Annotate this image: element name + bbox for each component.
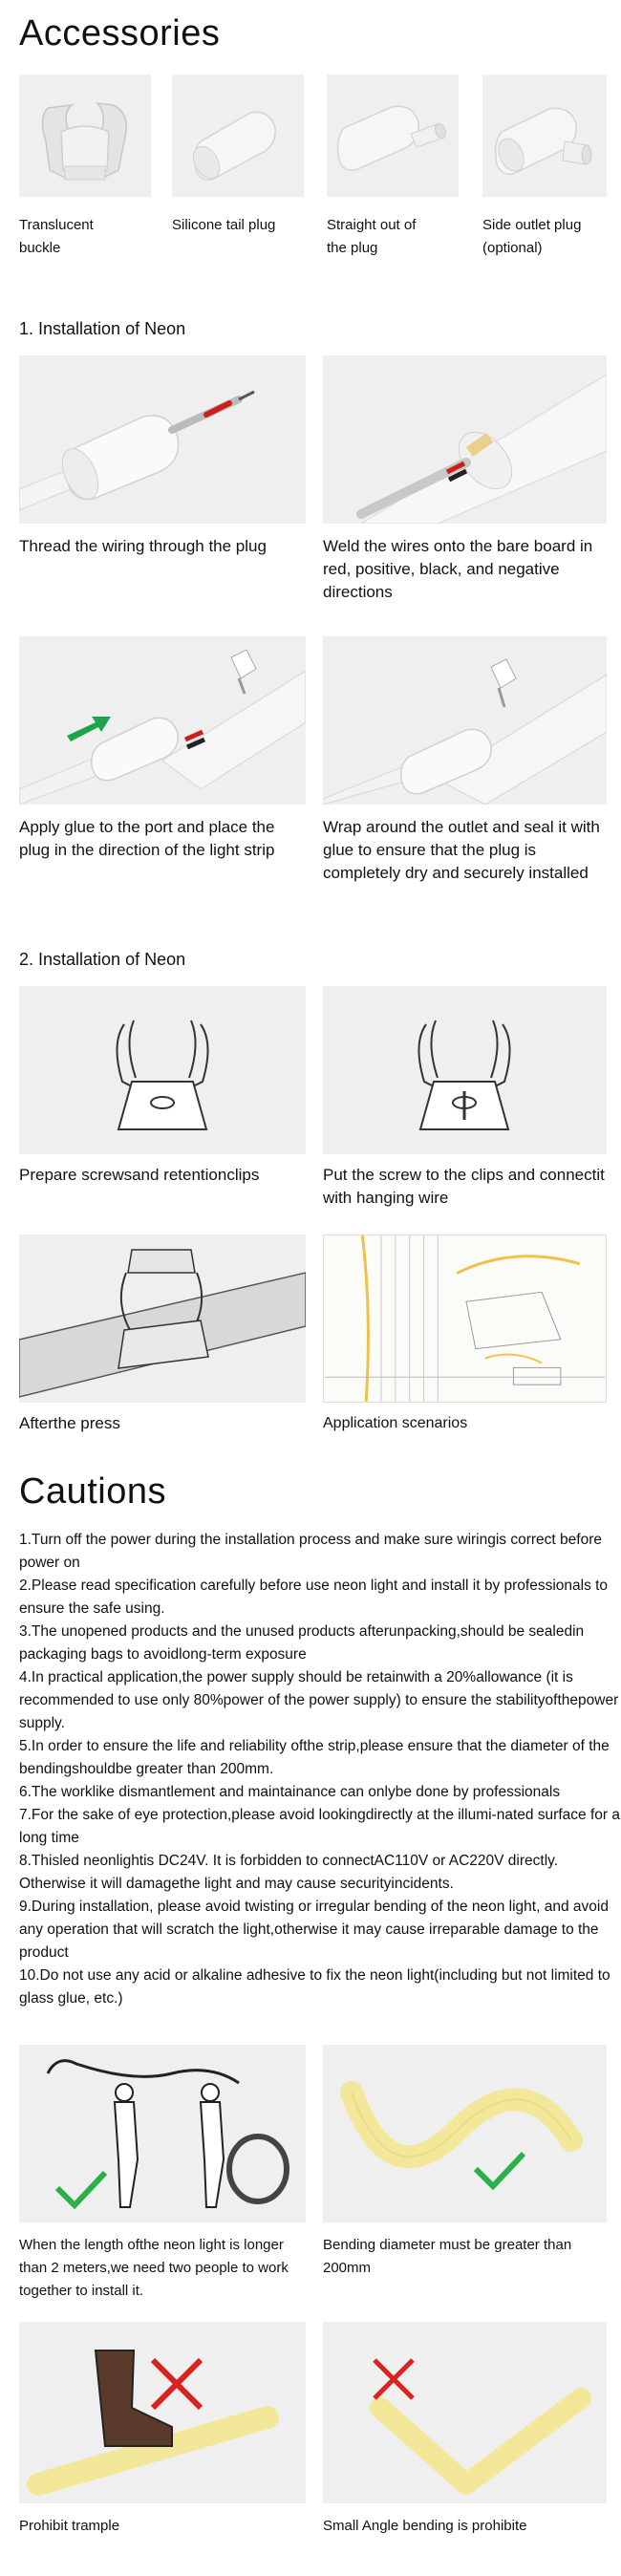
retention-clip-illustration: [19, 986, 306, 1154]
step-prepare-clips-image: [19, 986, 306, 1154]
step-prepare-clips-caption: Prepare screwsand retentionclips: [19, 1166, 260, 1184]
bending-diameter-illustration: [323, 2045, 607, 2222]
step-after-press-caption: Afterthe press: [19, 1414, 120, 1432]
caution-item: 8.Thisled neonlightis DC24V. It is forbidden to connectAC110V or AC220V directly. Otherwise it will damagethe light and may cause securityincidents.: [19, 1853, 559, 1892]
tip-bending-diameter-image: [323, 2045, 607, 2222]
tip-prohibit-trample-image: [19, 2322, 306, 2503]
step-weld-wires-caption: Weld the wires onto the bare board in red, positive, black, and negative directions: [323, 537, 593, 601]
step-wrap-outlet-caption: Wrap around the outlet and seal it with glue to ensure that the plug is completely dry and securely installed: [323, 818, 600, 882]
step-screw-clips-image: [323, 986, 607, 1154]
step-application-image: [323, 1234, 607, 1403]
pressed-clip-illustration: [19, 1234, 306, 1403]
cautions-list: [19, 1529, 621, 2010]
silicone-tail-plug-image: [172, 75, 304, 197]
side-outlet-plug-icon: [482, 75, 607, 197]
tip-prohibit-trample-caption: Prohibit trample: [19, 2518, 120, 2534]
installation-2-title: 2. Installation of Neon: [19, 950, 186, 969]
step-screw-clips-caption: Put the screw to the clips and connectit with hanging wire: [323, 1166, 605, 1207]
translucent-buckle-icon: [19, 75, 151, 197]
wrap-outlet-illustration: [323, 636, 607, 805]
tip-bending-diameter-caption: Bending diameter must be greater than 200mm: [323, 2237, 572, 2276]
weld-wires-illustration: [323, 355, 607, 524]
caution-item: 3.The unopened products and the unused products afterunpacking,should be sealedin packaging bags to avoidlong-term exposure: [19, 1623, 585, 1663]
arrow-right-icon: [67, 717, 111, 741]
side-outlet-plug-image: [482, 75, 607, 197]
step-weld-wires-image: [323, 355, 607, 524]
straight-out-plug-icon: [327, 75, 459, 197]
step-apply-glue-image: [19, 636, 306, 805]
caution-item: 1.Turn off the power during the installation process and make sure wiringis correct before power on: [19, 1532, 602, 1571]
straight-out-plug-image: [327, 75, 459, 197]
side-outlet-plug-label: Side outlet plug (optional): [482, 217, 582, 256]
installation-1-title: 1. Installation of Neon: [19, 319, 186, 338]
application-scene-illustration: [324, 1235, 606, 1402]
trample-illustration: [19, 2322, 306, 2503]
apply-glue-illustration: [19, 636, 306, 805]
caution-item: 9.During installation, please avoid twisting or irregular bending of the neon light, and avoid any operation that will scratch the light,otherwise it may cause irreparable damage to the product: [19, 1899, 609, 1961]
caution-item: 5.In order to ensure the life and reliability ofthe strip,please ensure that the diameter of the bendingshouldbe greater than 200mm.: [19, 1738, 610, 1777]
caution-item: 7.For the sake of eye protection,please avoid lookingdirectly at the illumi-nated surface for a long time: [19, 1807, 620, 1846]
step-after-press-image: [19, 1234, 306, 1403]
cross-icon: [153, 2360, 201, 2408]
cross-icon: [375, 2360, 413, 2398]
tip-two-people-caption: When the length ofthe neon light is longer than 2 meters,we need two people to work together to install it.: [19, 2237, 289, 2299]
cautions-title: Cautions: [19, 1471, 166, 1512]
translucent-buckle-image: [19, 75, 151, 197]
check-icon: [57, 2173, 105, 2205]
tip-two-people-image: [19, 2045, 306, 2222]
caution-item: 4.In practical application,the power supply should be retainwith a 20%allowance (it is recommended to use only 80%power of the power supply) to ensure the stabilityofthepower supply.: [19, 1669, 619, 1731]
step-thread-wiring-caption: Thread the wiring through the plug: [19, 537, 267, 555]
silicone-tail-plug-icon: [172, 75, 304, 197]
silicone-tail-plug-label: Silicone tail plug: [172, 217, 276, 233]
step-thread-wiring-image: [19, 355, 306, 524]
translucent-buckle-label: Translucent buckle: [19, 217, 94, 256]
accessories-title: Accessories: [19, 13, 221, 54]
screw-clip-illustration: [323, 986, 607, 1154]
two-people-illustration: [19, 2045, 306, 2222]
step-application-caption: Application scenarios: [323, 1415, 468, 1431]
check-icon: [476, 2154, 524, 2186]
caution-item: 2.Please read specification carefully before use neon light and install it by professionals to ensure the safe using.: [19, 1578, 609, 1617]
caution-item: 10.Do not use any acid or alkaline adhesive to fix the neon light(including but not limited to glass glue, etc.): [19, 1967, 610, 2007]
tip-small-angle-caption: Small Angle bending is prohibite: [323, 2518, 527, 2534]
tip-small-angle-image: [323, 2322, 607, 2503]
straight-out-plug-label: Straight out of the plug: [327, 217, 417, 256]
thread-wiring-illustration: [19, 355, 306, 524]
caution-item: 6.The worklike dismantlement and maintainance can onlybe done by professionals: [19, 1784, 561, 1800]
step-apply-glue-caption: Apply glue to the port and place the plug in the direction of the light strip: [19, 818, 275, 859]
small-angle-bend-illustration: [323, 2322, 607, 2503]
step-wrap-outlet-image: [323, 636, 607, 805]
